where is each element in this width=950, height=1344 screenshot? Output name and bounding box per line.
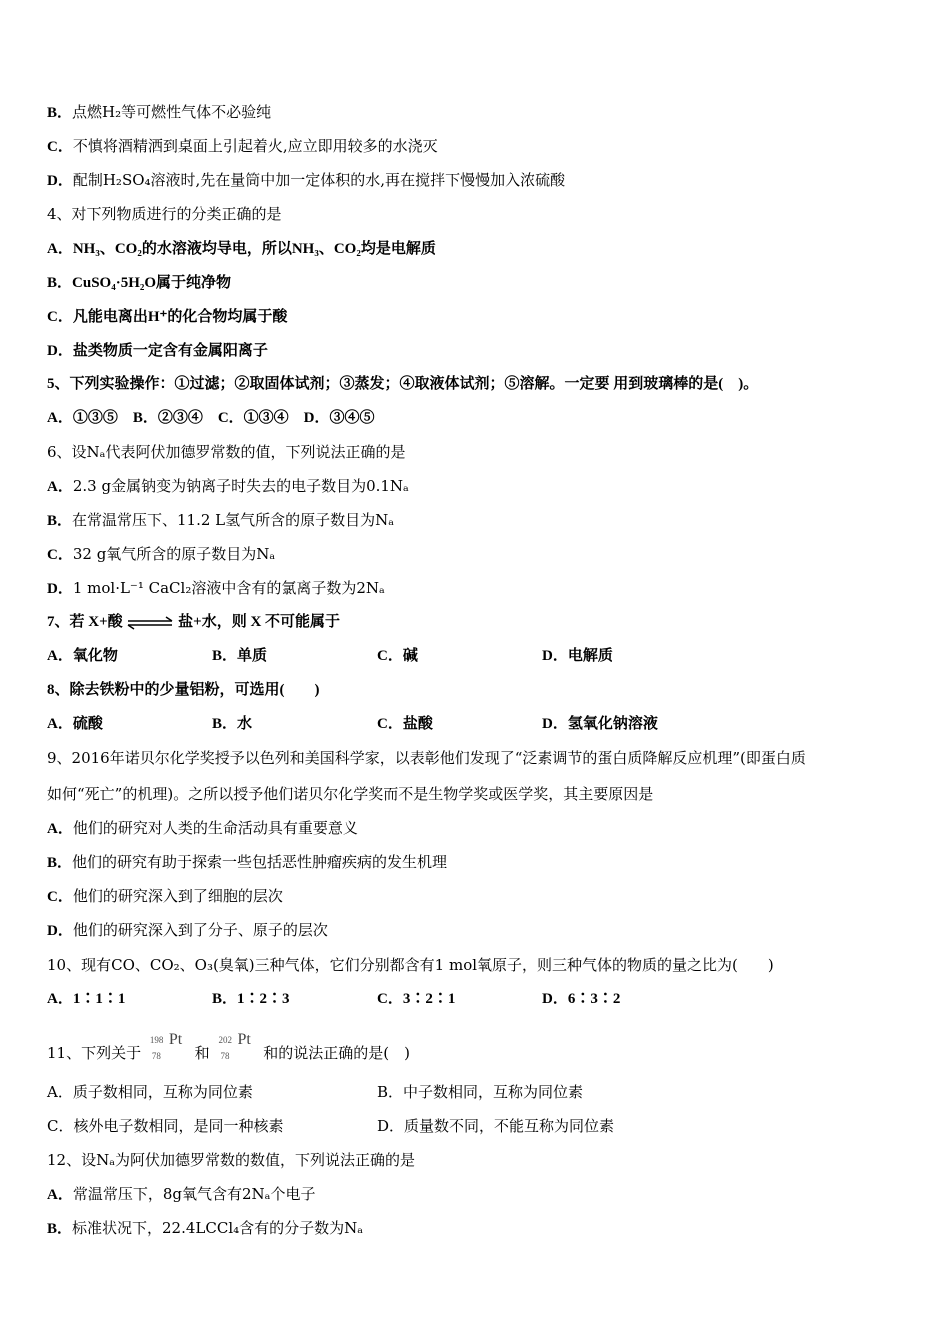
q9-stem-line2: 如何“死亡”的机理)。之所以授予他们诺贝尔化学奖而不是生物学奖或医学奖，其主要原因是: [47, 785, 654, 803]
q7-stem: 7、若 X+酸 盐+水，则 X 不可能属于: [47, 614, 341, 630]
q9-stem-line1: 9、2016年诺贝尔化学奖授予以色列和美国科学家，以表彰他们发现了“泛素调节的蛋白质降解反应机理”(即蛋白质: [47, 749, 806, 767]
q9-option-d: D．他们的研究深入到了分子、原子的层次: [47, 921, 328, 939]
q7-options: A．氧化物 B．单质 C．碱 D．电解质: [47, 648, 613, 664]
q9-option-a: A．他们的研究对人类的生命活动具有重要意义: [47, 819, 358, 837]
equilibrium-arrow-icon: [126, 616, 174, 630]
q11-options-row1: A．质子数相同，互称为同位素 B．中子数相同，互称为同位素: [47, 1083, 584, 1101]
q3-option-c: C．不慎将酒精洒到桌面上引起着火,应立即用较多的水浇灭: [47, 137, 438, 155]
q8-options: A．硫酸 B．水 C．盐酸 D．氢氧化钠溶液: [47, 716, 658, 732]
q4-stem: 4、对下列物质进行的分类正确的是: [47, 205, 282, 223]
q10-options: A．1∶1∶1 B．1∶2∶3 C．3∶2∶1 D．6∶3∶2: [47, 991, 621, 1007]
q3-option-b: B．点燃H₂等可燃性气体不必验纯: [47, 103, 272, 121]
q9-option-c: C．他们的研究深入到了细胞的层次: [47, 887, 283, 905]
q12-option-a: A．常温常压下，8g氧气含有2Nₐ个电子: [47, 1185, 316, 1203]
q5-options: A．①③⑤ B．②③④ C．①③④ D．③④⑤: [47, 410, 375, 426]
q4-option-a: A．NH₃、CO₂的水溶液均导电，所以NH₃、CO₂均是电解质: [47, 241, 436, 257]
nuclide-pt-202: 202 78 Pt: [218, 1031, 251, 1061]
q6-option-c: C．32 g氧气所含的原子数目为Nₐ: [47, 545, 276, 563]
q10-stem: 10、现有CO、CO₂、O₃(臭氧)三种气体，它们分别都含有1 mol氧原子，则三种气体的物质的量之比为( ): [47, 956, 774, 974]
q6-option-b: B．在常温常压下、11.2 L氢气所含的原子数目为Nₐ: [47, 511, 395, 529]
q6-option-a: A．2.3 g金属钠变为钠离子时失去的电子数目为0.1Nₐ: [47, 477, 409, 495]
q12-stem: 12、设Nₐ为阿伏加德罗常数的数值，下列说法正确的是: [47, 1151, 416, 1169]
q8-stem: 8、除去铁粉中的少量铝粉，可选用( ): [47, 682, 320, 698]
q4-option-c: C．凡能电离出H⁺的化合物均属于酸: [47, 309, 288, 325]
q11-options-row2: C．核外电子数相同，是同一种核素 D．质量数不同，不能互称为同位素: [47, 1117, 615, 1135]
q5-stem: 5、下列实验操作：①过滤；②取固体试剂；③蒸发；④取液体试剂；⑤溶解。一定要 用到玻璃棒的是( )。: [47, 376, 759, 392]
q6-option-d: D．1 mol·L⁻¹ CaCl₂溶液中含有的氯离子数为2Nₐ: [47, 579, 385, 597]
q11-stem: 11、下列关于 198 78 Pt 和 202 78 Pt 和的说法正确的是( ): [47, 1031, 410, 1062]
q4-option-d: D．盐类物质一定含有金属阳离子: [47, 343, 268, 359]
q6-stem: 6、设Nₐ代表阿伏加德罗常数的值，下列说法正确的是: [47, 443, 406, 461]
q12-option-b: B．标准状况下，22.4LCCl₄含有的分子数为Nₐ: [47, 1219, 364, 1237]
q4-option-b: B．CuSO₄·5H₂O属于纯净物: [47, 275, 232, 291]
q3-option-d: D．配制H₂SO₄溶液时,先在量筒中加一定体积的水,再在搅拌下慢慢加入浓硫酸: [47, 171, 566, 189]
nuclide-pt-198: 198 78 Pt: [149, 1031, 183, 1061]
q9-option-b: B．他们的研究有助于探索一些包括恶性肿瘤疾病的发生机理: [47, 853, 448, 871]
